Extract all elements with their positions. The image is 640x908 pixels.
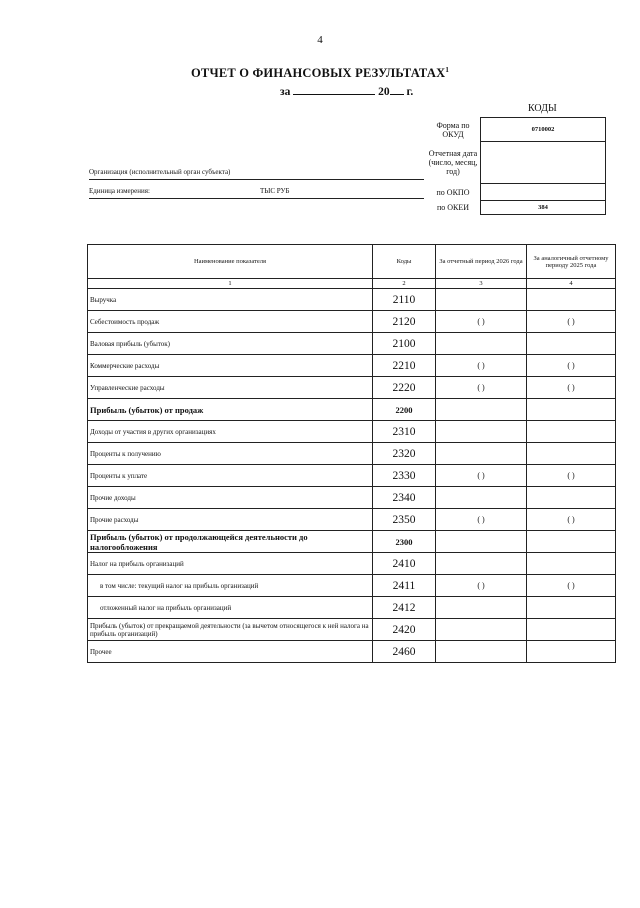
row-indicator-name: отложенный налог на прибыль организаций	[88, 597, 373, 619]
row-previous-value[interactable]	[527, 575, 616, 597]
paren-placeholder: ( )	[477, 515, 485, 524]
report-title	[0, 66, 640, 81]
year-blank	[390, 85, 404, 95]
row-indicator-name: Проценты к уплате	[88, 465, 373, 487]
row-indicator-name: в том числе: текущий налог на прибыль организаций	[88, 575, 373, 597]
organization-line	[89, 179, 424, 180]
table-row	[88, 641, 616, 663]
codes-box	[426, 117, 606, 215]
paren-placeholder: ( )	[567, 317, 575, 326]
row-current-value[interactable]	[436, 421, 527, 443]
row-previous-value[interactable]	[527, 311, 616, 333]
organization-label: Организация (исполнительный орган субъекта)	[89, 168, 231, 176]
row-previous-value[interactable]	[527, 289, 616, 311]
codes-value-date	[481, 142, 606, 184]
row-current-value[interactable]	[436, 487, 527, 509]
row-previous-value[interactable]	[527, 509, 616, 531]
row-current-value[interactable]	[436, 597, 527, 619]
table-body	[88, 289, 616, 663]
row-code: 2330	[373, 465, 436, 487]
row-previous-value[interactable]	[527, 641, 616, 663]
table-row	[88, 487, 616, 509]
report-title-text: ОТЧЕТ О ФИНАНСОВЫХ РЕЗУЛЬТАТАХ	[190, 66, 446, 81]
row-previous-value[interactable]	[527, 443, 616, 465]
row-current-value[interactable]	[436, 465, 527, 487]
row-indicator-name: Прибыль (убыток) от прекращаемой деятельности (за вычетом относящегося к ней налога на прибыль организаций)	[88, 619, 373, 641]
row-current-value[interactable]	[436, 333, 527, 355]
col-number: 1	[88, 279, 373, 289]
table-row	[88, 531, 616, 553]
row-previous-value[interactable]	[527, 377, 616, 399]
row-indicator-name: Прибыль (убыток) от продаж	[88, 399, 373, 421]
page-number: 4	[317, 34, 323, 46]
table-row	[88, 399, 616, 421]
title-footnote: 1	[445, 66, 450, 74]
codes-label-date: Отчетная дата (число, месяц, год)	[426, 142, 481, 184]
row-code: 2411	[373, 575, 436, 597]
row-code: 2210	[373, 355, 436, 377]
column-number-row	[88, 279, 616, 289]
row-current-value[interactable]	[436, 355, 527, 377]
row-indicator-name: Доходы от участия в других организациях	[88, 421, 373, 443]
paren-placeholder: ( )	[567, 471, 575, 480]
row-previous-value[interactable]	[527, 597, 616, 619]
unit-line	[89, 198, 424, 199]
table-row	[88, 421, 616, 443]
row-indicator-name: Коммерческие расходы	[88, 355, 373, 377]
table-row	[88, 465, 616, 487]
row-previous-value[interactable]	[527, 553, 616, 575]
row-code: 2410	[373, 553, 436, 575]
codes-label: КОДЫ	[528, 103, 557, 114]
table-row	[88, 575, 616, 597]
row-previous-value[interactable]	[527, 333, 616, 355]
row-previous-value[interactable]	[527, 355, 616, 377]
table-row	[88, 443, 616, 465]
row-code: 2200	[373, 399, 436, 421]
table-header-row	[88, 245, 616, 279]
row-code: 2110	[373, 289, 436, 311]
row-current-value[interactable]	[436, 553, 527, 575]
row-code: 2310	[373, 421, 436, 443]
period-prefix: за	[280, 86, 291, 98]
paren-placeholder: ( )	[567, 361, 575, 370]
row-code: 2340	[373, 487, 436, 509]
table-row	[88, 355, 616, 377]
period-suffix: г.	[406, 86, 414, 98]
row-current-value[interactable]	[436, 509, 527, 531]
row-current-value[interactable]	[436, 575, 527, 597]
row-indicator-name: Налог на прибыль организаций	[88, 553, 373, 575]
row-code: 2350	[373, 509, 436, 531]
table-row	[88, 311, 616, 333]
row-previous-value[interactable]	[527, 619, 616, 641]
codes-value-okud: 0710002	[481, 118, 606, 142]
row-code: 2120	[373, 311, 436, 333]
codes-label-okpo: по ОКПО	[426, 184, 481, 201]
unit-value: ТЫС РУБ	[260, 187, 290, 195]
period-line	[280, 85, 413, 98]
row-previous-value[interactable]	[527, 465, 616, 487]
row-current-value[interactable]	[436, 311, 527, 333]
row-previous-value[interactable]	[527, 399, 616, 421]
financial-results-table	[87, 244, 616, 663]
row-previous-value[interactable]	[527, 487, 616, 509]
row-previous-value[interactable]	[527, 531, 616, 553]
codes-label-okud: Форма по ОКУД	[426, 118, 481, 142]
row-current-value[interactable]	[436, 377, 527, 399]
row-previous-value[interactable]	[527, 421, 616, 443]
row-current-value[interactable]	[436, 399, 527, 421]
table-row	[88, 553, 616, 575]
row-current-value[interactable]	[436, 531, 527, 553]
row-current-value[interactable]	[436, 619, 527, 641]
row-code: 2100	[373, 333, 436, 355]
table-row	[88, 289, 616, 311]
header-current-period: За отчетный период 2026 года	[436, 245, 527, 279]
row-indicator-name: Прибыль (убыток) от продолжающейся деятельности до налогообложения	[88, 531, 373, 553]
table-row	[88, 509, 616, 531]
header-previous-period: За аналогичный отчетному периоду 2025 года	[527, 245, 616, 279]
paren-placeholder: ( )	[567, 383, 575, 392]
row-indicator-name: Проценты к получению	[88, 443, 373, 465]
row-indicator-name: Валовая прибыль (убыток)	[88, 333, 373, 355]
table-row	[88, 377, 616, 399]
row-indicator-name: Выручка	[88, 289, 373, 311]
row-indicator-name: Прочие доходы	[88, 487, 373, 509]
codes-label-okei: по ОКЕИ	[426, 201, 481, 215]
row-indicator-name: Прочие расходы	[88, 509, 373, 531]
paren-placeholder: ( )	[567, 515, 575, 524]
row-code: 2300	[373, 531, 436, 553]
paren-placeholder: ( )	[477, 361, 485, 370]
unit-label: Единица измерения:	[89, 187, 150, 195]
col-number: 3	[436, 279, 527, 289]
paren-placeholder: ( )	[477, 581, 485, 590]
row-indicator-name: Управленческие расходы	[88, 377, 373, 399]
row-current-value[interactable]	[436, 289, 527, 311]
table-row	[88, 619, 616, 641]
col-number: 2	[373, 279, 436, 289]
row-code: 2412	[373, 597, 436, 619]
codes-value-okei: 384	[481, 201, 606, 215]
row-current-value[interactable]	[436, 641, 527, 663]
period-blank	[293, 85, 375, 95]
table-row	[88, 333, 616, 355]
row-code: 2220	[373, 377, 436, 399]
period-year: 20	[378, 86, 390, 98]
codes-value-okpo	[481, 184, 606, 201]
row-indicator-name: Прочее	[88, 641, 373, 663]
paren-placeholder: ( )	[477, 471, 485, 480]
paren-placeholder: ( )	[477, 383, 485, 392]
row-code: 2460	[373, 641, 436, 663]
row-indicator-name: Себестоимость продаж	[88, 311, 373, 333]
paren-placeholder: ( )	[567, 581, 575, 590]
col-number: 4	[527, 279, 616, 289]
header-codes: Коды	[373, 245, 436, 279]
row-code: 2420	[373, 619, 436, 641]
paren-placeholder: ( )	[477, 317, 485, 326]
table-row	[88, 597, 616, 619]
row-code: 2320	[373, 443, 436, 465]
row-current-value[interactable]	[436, 443, 527, 465]
header-indicator: Наименование показателя	[88, 245, 373, 279]
